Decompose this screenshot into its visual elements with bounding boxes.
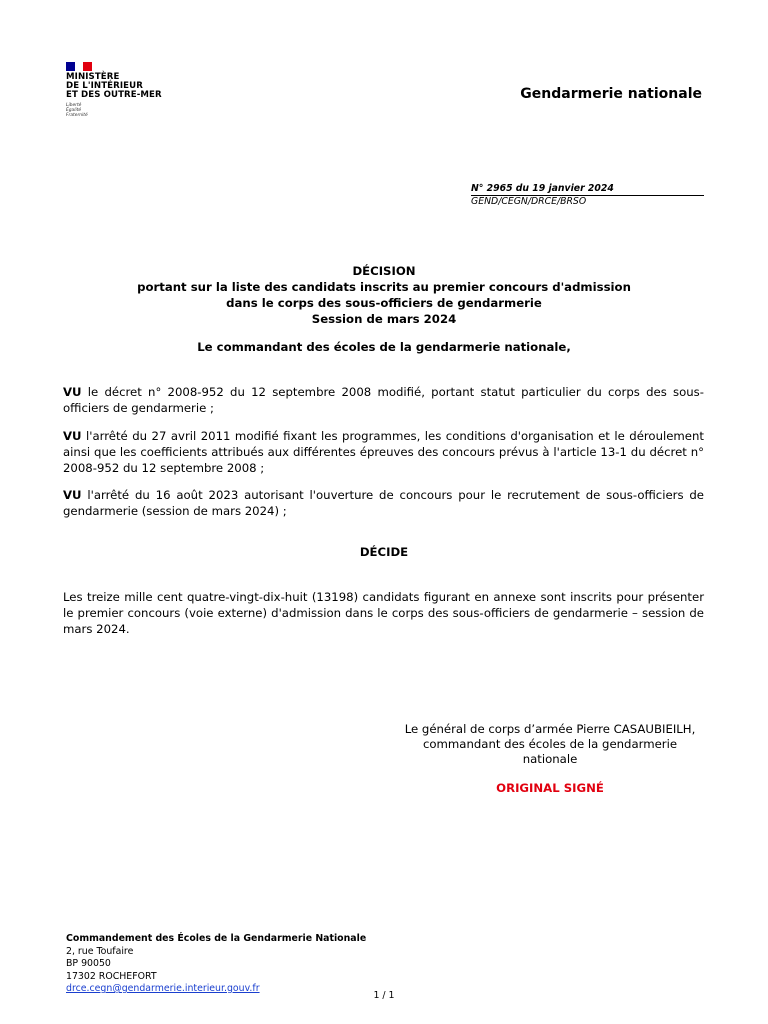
republic-motto xyxy=(66,103,162,118)
reference-block xyxy=(471,183,704,208)
flag-blue xyxy=(66,62,75,71)
consideration-text: l'arrêté du 16 août 2023 autorisant l'ouverture de concours pour le recrutement de sous-officiers de gendarmerie (session de mars 2024) ; xyxy=(63,488,704,518)
consideration-paragraph xyxy=(63,384,704,416)
republic-logo xyxy=(66,62,162,118)
consideration-text: l'arrêté du 27 avril 2011 modifié fixant les programmes, les conditions d'organisation et le déroulement ainsi que les coefficients attribués aux différentes épreuves des concours prévus à l'article 13-1 du décret n° 2008-952 du 12 septembre 2008 ; xyxy=(63,429,704,475)
consideration-text: le décret n° 2008-952 du 12 septembre 2008 modifié, portant statut particulier du corps des sous-officiers de gendarmerie ; xyxy=(63,385,704,415)
signature-line: Le général de corps d’armée Pierre CASAUBIEILH, xyxy=(404,722,696,736)
consideration-prefix: VU xyxy=(63,488,82,502)
consideration-paragraph xyxy=(63,428,704,476)
service-name: Gendarmerie nationale xyxy=(520,86,702,102)
french-flag-icon xyxy=(66,62,92,71)
footer-address-line: 2, rue Toufaire xyxy=(66,945,134,957)
title-line: DÉCISION xyxy=(352,264,416,278)
footer-address-line: BP 90050 xyxy=(66,958,111,969)
footer-org: Commandement des Écoles de la Gendarmerie Nationale xyxy=(66,933,367,944)
ministry-name xyxy=(66,73,162,100)
flag-white xyxy=(75,62,84,71)
reference-code: GEND/CEGN/DRCE/BRSO xyxy=(471,196,587,207)
footer-email-link[interactable]: drce.cegn@gendarmerie.interieur.gouv.fr xyxy=(66,983,260,994)
decision-paragraph: Les treize mille cent quatre-vingt-dix-huit (13198) candidats figurant en annexe sont inscrits pour présenter le premier concours (voie externe) d'admission dans le corps des sous-officiers de gendarmerie – session de mars 2024. xyxy=(63,590,704,636)
signature-line: commandant des écoles de la gendarmerie xyxy=(422,737,678,751)
title-line: portant sur la liste des candidats inscrits au premier concours d'admission xyxy=(137,280,631,294)
ministry-line: DE L'INTÉRIEUR xyxy=(66,81,143,91)
motto-line: Égalité xyxy=(66,108,82,113)
consideration-prefix: VU xyxy=(63,385,82,399)
commander-line: Le commandant des écoles de la gendarmerie nationale, xyxy=(197,340,571,354)
footer-address xyxy=(66,933,366,996)
decide-heading: DÉCIDE xyxy=(359,545,409,559)
signature-line: nationale xyxy=(522,752,578,766)
reference-number: N° 2965 du 19 janvier 2024 xyxy=(471,183,704,196)
consideration-prefix: VU xyxy=(63,429,82,443)
decision-title xyxy=(0,263,768,327)
signature-block xyxy=(390,722,710,767)
title-line: Session de mars 2024 xyxy=(311,312,457,326)
ministry-line: MINISTÈRE xyxy=(66,72,120,82)
ministry-line: ET DES OUTRE-MER xyxy=(66,90,162,100)
page-number: 1 / 1 xyxy=(373,990,395,1001)
flag-red xyxy=(83,62,92,71)
consideration-paragraph xyxy=(63,487,704,519)
motto-line: Liberté xyxy=(66,103,82,108)
footer-address-line: 17302 ROCHEFORT xyxy=(66,970,157,982)
title-line: dans le corps des sous-officiers de gendarmerie xyxy=(226,296,542,310)
original-signed-mark: ORIGINAL SIGNÉ xyxy=(496,781,604,795)
motto-line: Fraternité xyxy=(66,113,88,118)
